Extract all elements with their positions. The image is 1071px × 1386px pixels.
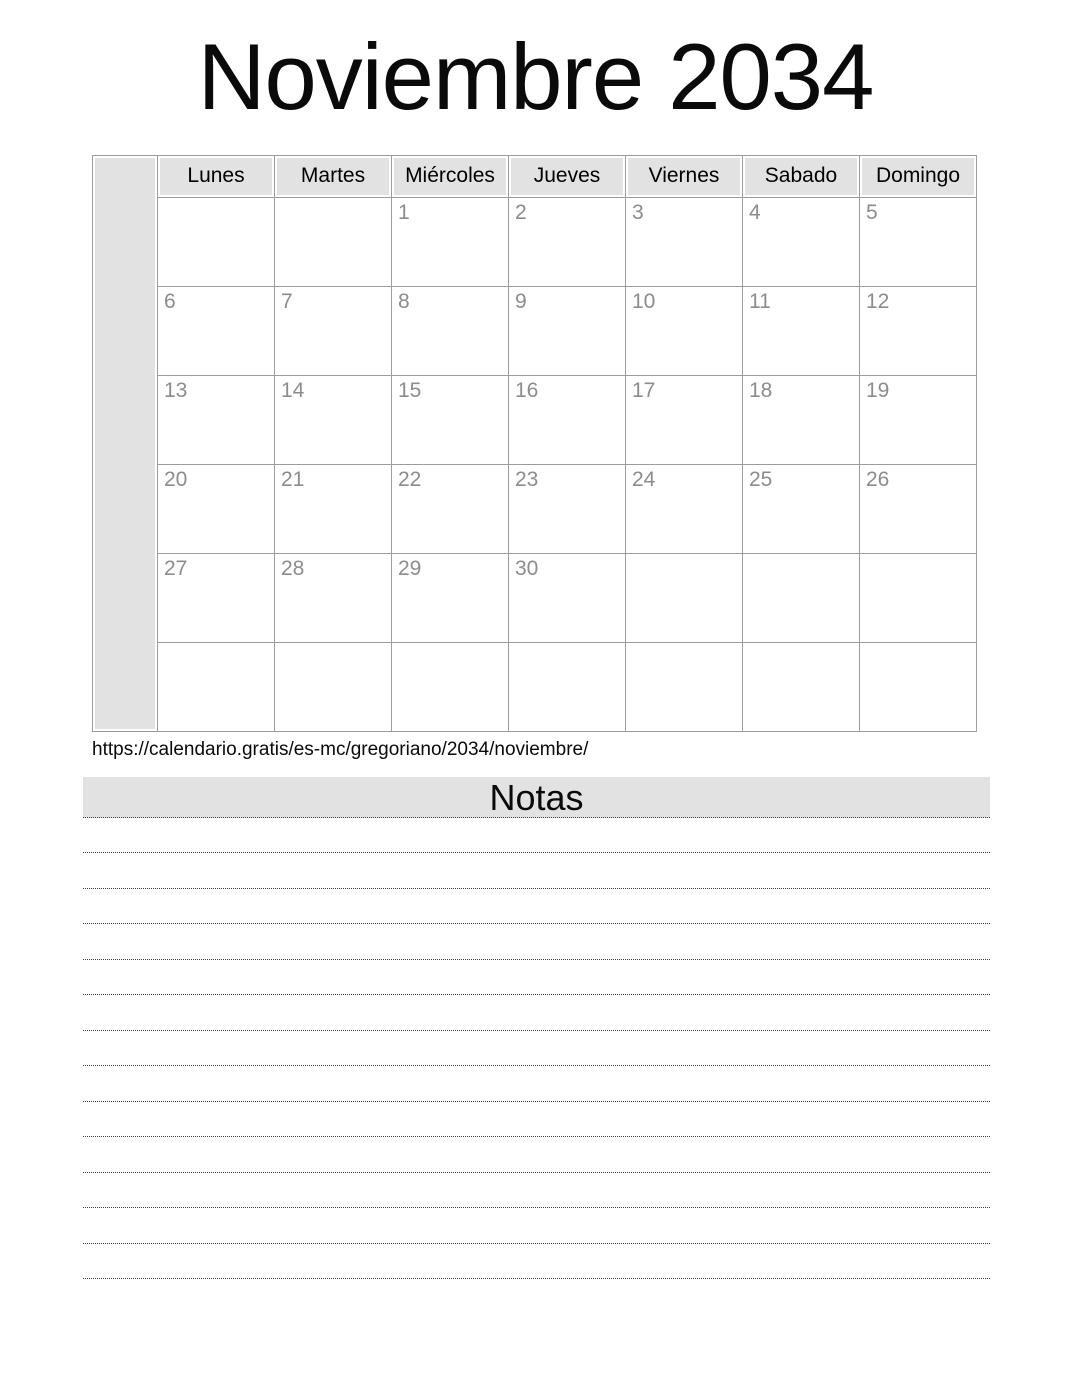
week-row-5 [93,553,977,642]
notes-section [83,777,990,1280]
day-cell-7: 7 [275,286,392,375]
week-row-2 [93,286,977,375]
day-cell-23: 23 [509,464,626,553]
note-line-10 [83,1137,990,1173]
week-row-1 [93,197,977,286]
day-cell-12: 12 [860,286,977,375]
day-cell-9: 9 [509,286,626,375]
weekday-header-1: Lunes [158,155,275,197]
note-line-7 [83,1031,990,1067]
note-line-5 [83,960,990,996]
calendar-body [93,155,977,731]
day-cell-empty [626,553,743,642]
day-cell-1: 1 [392,197,509,286]
day-cell-10: 10 [626,286,743,375]
day-cell-empty [392,642,509,731]
day-cell-empty [275,197,392,286]
week-row-6 [93,642,977,731]
day-cell-empty [626,642,743,731]
day-cell-18: 18 [743,375,860,464]
day-cell-2: 2 [509,197,626,286]
day-cell-empty [743,642,860,731]
note-line-11 [83,1173,990,1209]
weekday-header-5: Viernes [626,155,743,197]
day-cell-28: 28 [275,553,392,642]
day-cell-29: 29 [392,553,509,642]
day-cell-19: 19 [860,375,977,464]
day-cell-empty [860,553,977,642]
weekday-header-6: Sabado [743,155,860,197]
day-cell-13: 13 [158,375,275,464]
day-cell-empty [275,642,392,731]
note-line-8 [83,1066,990,1102]
day-cell-3: 3 [626,197,743,286]
page-title: Noviembre 2034 [197,24,874,129]
notes-title: Notas [83,777,990,818]
note-line-6 [83,995,990,1031]
note-line-3 [83,889,990,925]
day-cell-8: 8 [392,286,509,375]
week-gutter-column [93,155,158,731]
note-line-9 [83,1102,990,1138]
day-cell-20: 20 [158,464,275,553]
day-cell-27: 27 [158,553,275,642]
day-cell-empty [158,642,275,731]
week-row-4 [93,464,977,553]
note-line-4 [83,924,990,960]
day-cell-17: 17 [626,375,743,464]
notes-lines [83,818,990,1280]
day-cell-16: 16 [509,375,626,464]
note-line-12 [83,1208,990,1244]
note-line-2 [83,853,990,889]
note-line-1 [83,818,990,854]
day-cell-15: 15 [392,375,509,464]
day-cell-11: 11 [743,286,860,375]
day-cell-6: 6 [158,286,275,375]
day-cell-30: 30 [509,553,626,642]
calendar-table [92,155,977,732]
day-cell-21: 21 [275,464,392,553]
note-line-13 [83,1244,990,1280]
weekday-header-4: Jueves [509,155,626,197]
day-cell-empty [860,642,977,731]
day-cell-22: 22 [392,464,509,553]
day-cell-empty [743,553,860,642]
day-cell-4: 4 [743,197,860,286]
day-cell-empty [509,642,626,731]
weekday-header-row [93,155,977,197]
weekday-header-7: Domingo [860,155,977,197]
weekday-header-3: Miércoles [392,155,509,197]
day-cell-14: 14 [275,375,392,464]
day-cell-5: 5 [860,197,977,286]
source-url: https://calendario.gratis/es-mc/gregoriano/2034/noviembre/ [92,738,589,760]
day-cell-empty [158,197,275,286]
week-row-3 [93,375,977,464]
weekday-header-2: Martes [275,155,392,197]
day-cell-24: 24 [626,464,743,553]
day-cell-26: 26 [860,464,977,553]
day-cell-25: 25 [743,464,860,553]
